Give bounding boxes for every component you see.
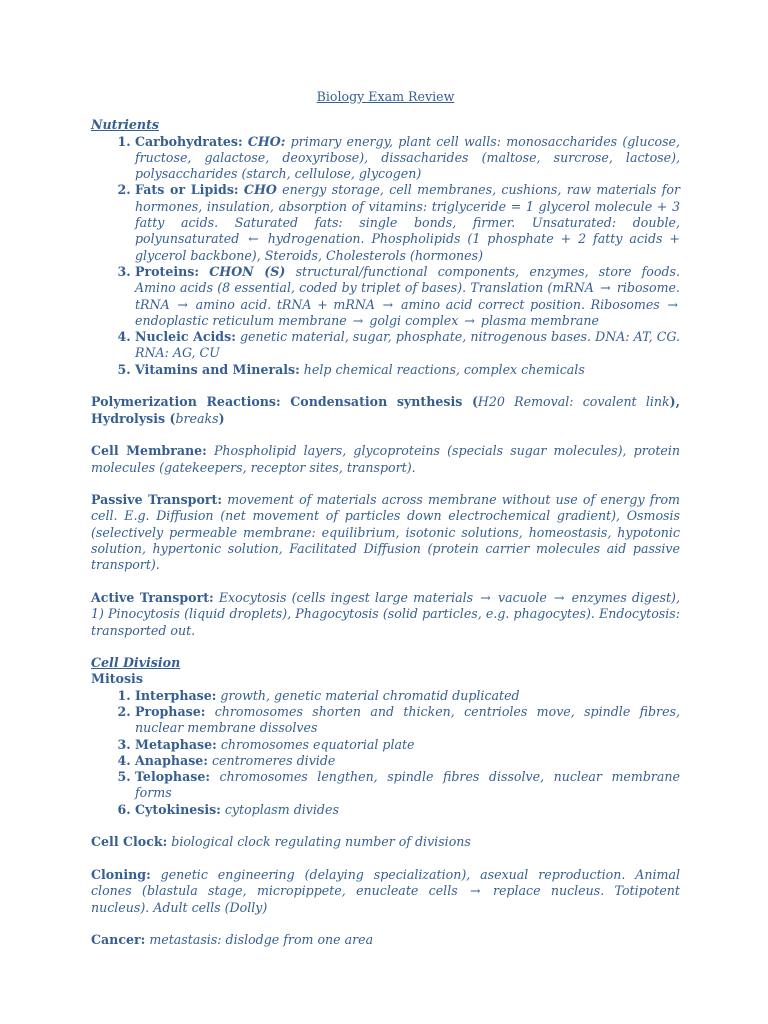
polymerization-mid: ), Hydrolysis ( — [91, 394, 680, 426]
cell-membrane-paragraph — [91, 443, 680, 476]
cloning-label: Cloning: — [91, 866, 151, 882]
item-formula: CHO — [243, 182, 277, 198]
passive-transport-desc: movement of materials across membrane without use of energy from cell. E.g. Diffusion (net movement of particles down electrochemical gradient), Osmosis (selectively permeable membrane: equilibrium, isotonic solutions, homeostasis, hypotonic solution, hypertonic solution, Facilitated Diffusion (protein carrier molecules aid passive transport). — [91, 492, 680, 573]
spacer — [91, 818, 680, 834]
item-description: hydrogenation. Phospholipids (1 phosphate + 2 fatty acids + glycerol backbone), Steroids, Cholesterols (hormones) — [135, 231, 680, 263]
active-transport-desc: Exocytosis (cells ingest large materials — [218, 589, 474, 605]
cell-membrane-label: Cell Membrane: — [91, 443, 207, 459]
item-description: chromosomes lengthen, spindle fibres dissolve, nuclear membrane forms — [135, 769, 680, 801]
mitosis-subheading: Mitosis — [91, 671, 143, 687]
cloning-paragraph — [91, 867, 680, 916]
list-item — [135, 802, 680, 818]
spacer — [91, 476, 680, 492]
arrow-right-icon: → — [382, 296, 394, 312]
item-description: primary energy, plant cell walls: monosaccharides (glucose, fructose, galactose, deoxyribose), dissacharides (maltose, surcrose, lactose), polysaccharides (starch, cellulose, glycogen) — [135, 133, 680, 182]
spacer — [91, 639, 680, 655]
list-item — [135, 769, 680, 802]
spacer — [91, 851, 680, 867]
cancer-desc: metastasis: dislodge from one area — [149, 932, 374, 948]
arrow-right-icon: → — [464, 312, 475, 328]
list-item — [135, 134, 680, 183]
list-item — [135, 704, 680, 737]
item-description: plasma membrane — [480, 312, 599, 328]
item-description: amino acid. tRNA + mRNA — [195, 296, 375, 312]
cell-division-heading: Cell Division — [91, 655, 181, 671]
cell-clock-label: Cell Clock: — [91, 834, 168, 850]
item-description: genetic material, sugar, phosphate, nitrogenous bases. DNA: AT, CG. RNA: AG, CU — [135, 329, 680, 361]
active-transport-paragraph — [91, 590, 680, 639]
cloning-desc: genetic engineering (delaying specialization), asexual reproduction. Animal clones (blastula stage, micropippete, enucleate cells — [91, 866, 680, 899]
arrow-right-icon: → — [553, 589, 565, 605]
item-description: cytoplasm divides — [224, 801, 339, 817]
document-title: Biology Exam Review — [316, 89, 455, 104]
nutrients-heading: Nutrients — [91, 117, 159, 133]
polymerization-paragraph — [91, 394, 680, 427]
passive-transport-label: Passive Transport: — [91, 492, 222, 508]
active-transport-desc: vacuole — [497, 589, 547, 605]
cell-clock-desc: biological clock regulating number of divisions — [171, 834, 471, 850]
item-term: Prophase: — [135, 703, 206, 719]
arrow-right-icon: → — [600, 280, 611, 296]
item-term: Nucleic Acids: — [135, 329, 236, 345]
spacer — [91, 378, 680, 394]
spacer — [91, 427, 680, 443]
item-description: golgi complex — [369, 312, 459, 328]
item-term: Vitamins and Minerals: — [135, 361, 300, 377]
item-term: Proteins: — [135, 263, 200, 279]
arrow-left-icon: ← — [248, 231, 259, 247]
item-description: centromeres divide — [211, 752, 336, 768]
cell-membrane-desc: Phospholipid layers, glycoproteins (specials sugar molecules), protein molecules (gatekeepers, receptor sites, transport). — [91, 443, 680, 475]
item-description: endoplastic reticulum membrane — [135, 312, 347, 328]
spacer — [91, 574, 680, 590]
item-formula: CHO: — [247, 133, 286, 149]
item-term: Interphase: — [135, 687, 217, 703]
item-description: amino acid correct position. Ribosomes — [400, 296, 660, 312]
arrow-right-icon: → — [470, 883, 481, 899]
item-term: Carbohydrates: — [135, 133, 243, 149]
spacer — [91, 916, 680, 932]
active-transport-label: Active Transport: — [91, 589, 214, 605]
mitosis-list — [91, 688, 680, 818]
list-item — [135, 362, 680, 378]
item-description: structural/functional components, enzymes, store foods. Amino acids (8 essential, coded by triplet of bases). Translation (mRNA — [135, 263, 680, 296]
cancer-label: Cancer: — [91, 932, 146, 948]
arrow-right-icon: → — [667, 296, 678, 312]
active-transport-desc: enzymes digest), 1) Pinocytosis (liquid droplets), Phagocytosis (solid particles, e.g. phagocytes). Endocytosis: transported out. — [91, 589, 680, 638]
item-description: growth, genetic material chromatid duplicated — [220, 687, 520, 703]
item-term: Cytokinesis: — [135, 801, 221, 817]
item-description: ribosome. tRNA — [135, 280, 680, 312]
list-item — [135, 688, 680, 704]
list-item — [135, 264, 680, 329]
cloning-desc: replace nucleus. Totipotent nucleus). Adult cells (Dolly) — [91, 883, 680, 915]
item-term: Fats or Lipids: — [135, 182, 239, 198]
item-formula: CHON (S) — [209, 263, 286, 279]
item-term: Telophase: — [135, 769, 210, 785]
cancer-paragraph — [91, 932, 680, 948]
arrow-right-icon: → — [177, 296, 188, 312]
arrow-right-icon: → — [352, 312, 364, 328]
polymerization-end: ) — [218, 410, 225, 426]
polymerization-desc-hydrolysis: breaks — [175, 410, 219, 426]
item-description: chromosomes shorten and thicken, centrioles move, spindle fibres, nuclear membrane dissolves — [135, 703, 680, 736]
nutrients-list — [91, 134, 680, 378]
cell-clock-paragraph — [91, 834, 680, 850]
item-description: help chemical reactions, complex chemicals — [303, 361, 585, 377]
passive-transport-paragraph — [91, 492, 680, 573]
list-item — [135, 753, 680, 769]
item-term: Anaphase: — [135, 752, 208, 768]
list-item — [135, 329, 680, 362]
list-item — [135, 182, 680, 263]
arrow-right-icon: → — [480, 589, 491, 605]
item-description: energy storage, cell membranes, cushions, raw materials for hormones, insulation, absorption of vitamins: triglyceride = 1 glycerol molecule + 3 fatty acids. Saturated fats: single bonds, firmer. Unsaturated: double, polyunsaturated — [135, 182, 680, 247]
polymerization-label: Polymerization Reactions: Condensation synthesis ( — [91, 394, 478, 410]
item-term: Metaphase: — [135, 736, 217, 752]
item-description: chromosomes equatorial plate — [220, 736, 415, 752]
list-item — [135, 737, 680, 753]
polymerization-desc-condensation: H20 Removal: covalent link — [477, 394, 670, 410]
